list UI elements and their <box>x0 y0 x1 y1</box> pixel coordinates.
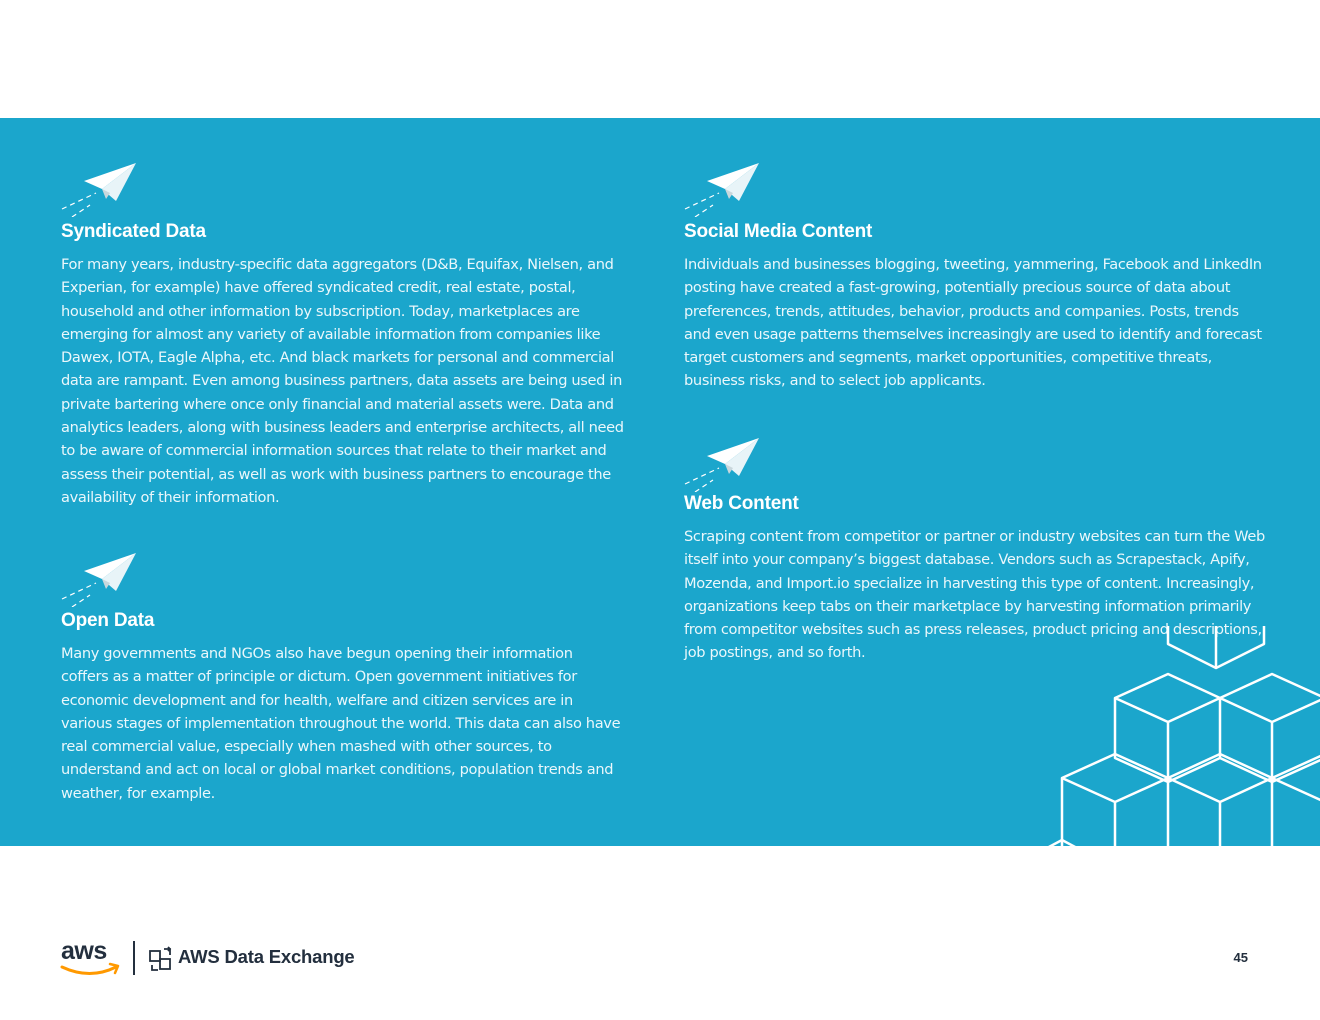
paper-plane-icon <box>683 161 763 217</box>
svg-text:aws: aws <box>61 937 107 965</box>
section-title: Syndicated Data <box>61 221 206 242</box>
cube-pattern-decoration <box>1020 626 1320 846</box>
paper-plane-icon <box>683 436 763 492</box>
section-title: Web Content <box>684 493 799 514</box>
content-panel <box>0 118 1320 846</box>
page-number: 45 <box>1233 950 1248 965</box>
section-title: Social Media Content <box>684 221 873 242</box>
paper-plane-icon <box>60 551 140 607</box>
paper-plane-icon <box>60 161 140 217</box>
data-exchange-icon <box>148 946 174 972</box>
aws-logo <box>60 936 124 978</box>
section-body: Individuals and businesses blogging, tweeting, yammering, Facebook and LinkedIn posting have created a fast-growing, potentially precious source of data about preferences, trends, attitudes, behavior, products and companies. Posts, trends and even usage patterns themselves increasingly are used to identify and forecast target customers and segments, market opportunities, competitive threats, business risks, and to select job applicants. <box>684 256 1262 390</box>
product-name: AWS Data Exchange <box>178 946 355 967</box>
section-title: Open Data <box>61 610 155 631</box>
section-body: For many years, industry-specific data aggregators (D&B, Equifax, Nielsen, and Experian, for example) have offered syndicated credit, real estate, postal, household and other information by subscription. Today, marketplaces are emerging for almost any variety of available information from companies like Dawex, IOTA, Eagle Alpha, etc. And black markets for personal and commercial data are rampant. Even among business partners, data assets are being used in private bartering where once only financial and material assets were. Data and analytics leaders, along with business leaders and enterprise architects, all need to be aware of commercial information sources that relate to their market and assess their potential, as well as work with business partners to encourage the availability of their information. <box>61 256 624 506</box>
section-body: Many governments and NGOs also have begun opening their information coffers as a matter of principle or dictum. Open government initiatives for economic development and for health, welfare and citizen services are in various stages of implementation throughout the world. This data can also have real commercial value, especially when mashed with other sources, to understand and act on local or global market conditions, population trends and weather, for example. <box>61 645 621 802</box>
footer-divider <box>133 941 135 975</box>
section-body: Scraping content from competitor or partner or industry websites can turn the Web itself into your company’s biggest database. Vendors such as Scrapestack, Apify, Mozenda, and Import.io specialize in harvesting this type of content. Increasingly, organizations keep tabs on their marketplace by harvesting information primarily from competitor websites such as press releases, product pricing and descriptions, job postings, and so forth. <box>684 528 1265 662</box>
